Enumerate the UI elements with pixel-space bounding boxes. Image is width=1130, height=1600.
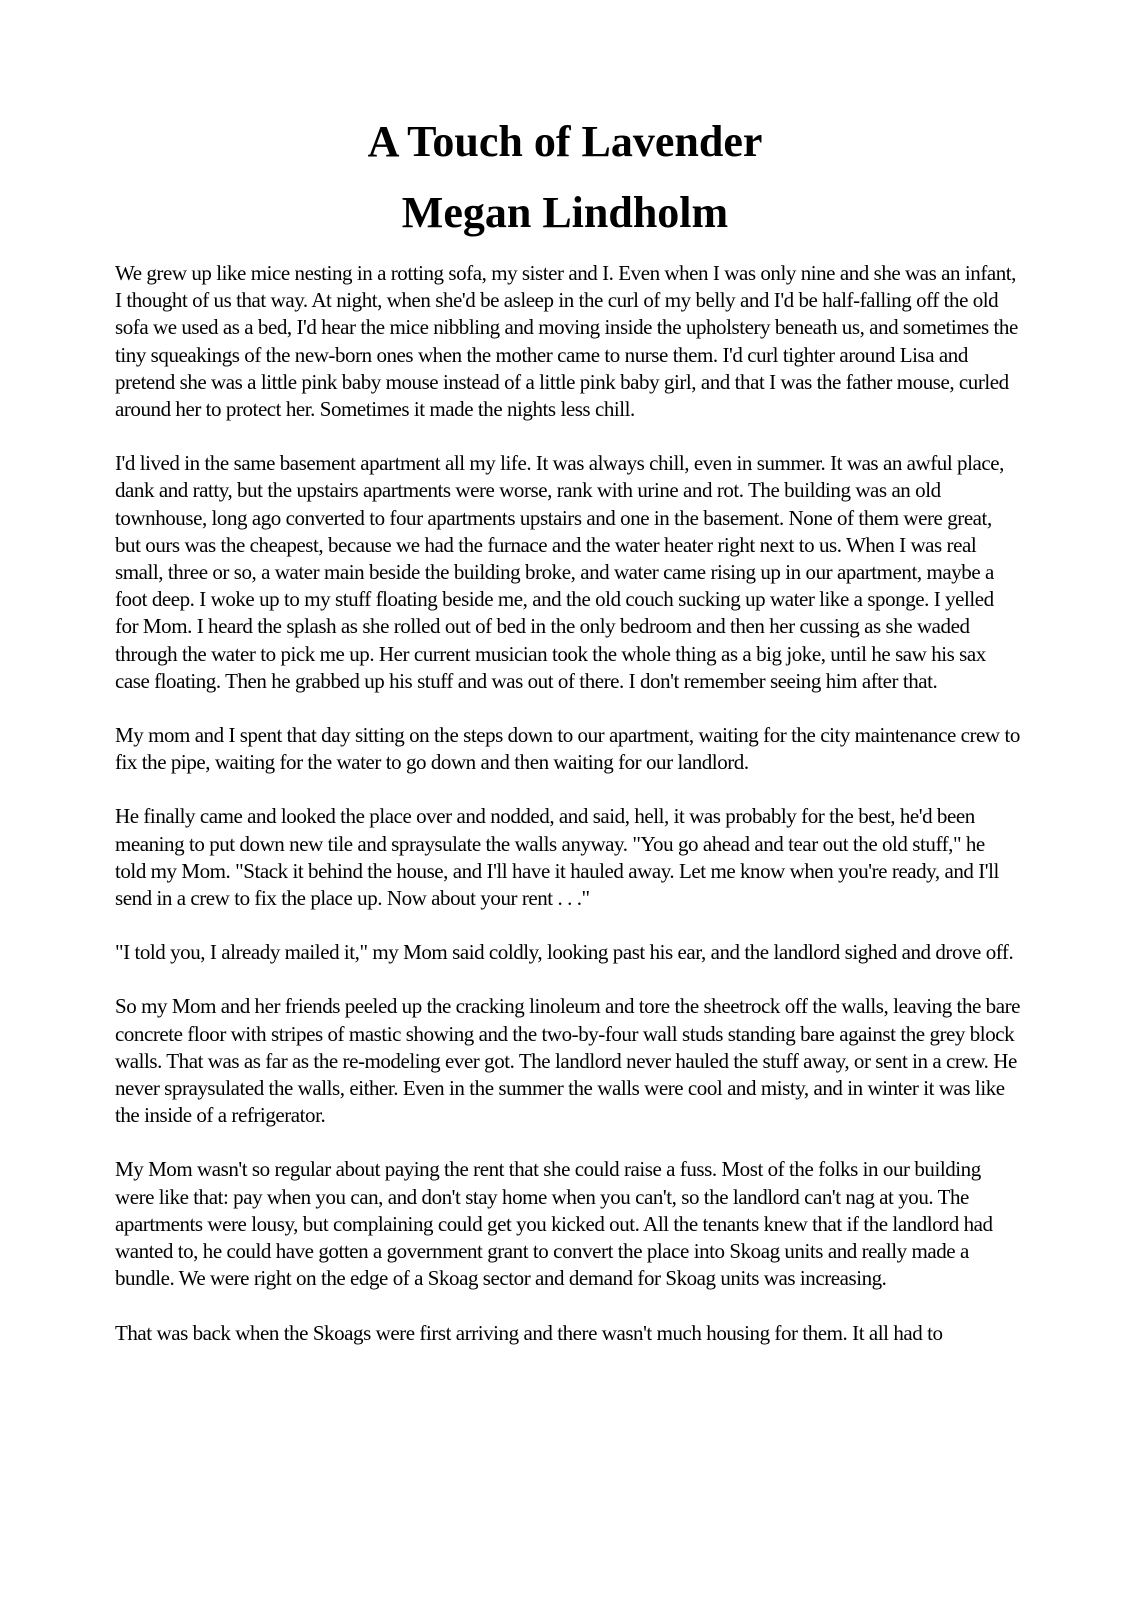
paragraph-7: My Mom wasn't so regular about paying the rent that she could raise a fuss. Most of the folks in our building were like that: pay when you can, and don't stay home when you can't, so the landlord can't nag at you. The apartments were lousy, but complaining could get you kicked out. All the tenants knew that if the landlord had wanted to, he could have gotten a government grant to convert the place into Skoag units and really made a bundle. We were right on the edge of a Skoag sector and demand for Skoag units was increasing. xyxy=(115,1157,993,1291)
paragraph-5: "I told you, I already mailed it," my Mom said coldly, looking past his ear, and the landlord sighed and drove off. xyxy=(115,940,1014,965)
paragraph-1: We grew up like mice nesting in a rotting sofa, my sister and I. Even when I was only nine and she was an infant, I thought of us that way. At night, when she'd be asleep in the curl of my belly and I'd be half-falling off the old sofa we used as a bed, I'd hear the mice nibbling and moving inside the upholstery beneath us, and sometimes the tiny squeakings of the new-born ones when the mother came to nurse them. I'd curl tighter around Lisa and pretend she was a little pink baby mouse instead of a little pink baby girl, and that I was the father mouse, curled around her to protect her. Sometimes it made the nights less chill. xyxy=(115,261,1018,422)
paragraph-2: I'd lived in the same basement apartment all my life. It was always chill, even in summer. It was an awful place, dank and ratty, but the upstairs apartments were worse, rank with urine and rot. The building was an old townhouse, long ago converted to four apartments upstairs and one in the basement. None of them were great, but ours was the cheapest, because we had the furnace and the water heater right next to us. When I was real small, three or so, a water main beside the building broke, and water came rising up in our apartment, maybe a foot deep. I woke up to my stuff floating beside me, and the old couch sucking up water like a sponge. I yelled for Mom. I heard the splash as she rolled out of bed in the only bedroom and then her cussing as she waded through the water to pick me up. Her current musician took the whole thing as a big joke, until he saw his sax case floating. Then he grabbed up his stuff and was out of there. I don't remember seeing him after that. xyxy=(115,451,1004,693)
paragraph-4: He finally came and looked the place over and nodded, and said, hell, it was probably for the best, he'd been meaning to put down new tile and spraysulate the walls anyway. "You go ahead and tear out the old stuff," he told my Mom. "Stack it behind the house, and I'll have it hauled away. Let me know when you're ready, and I'll send in a crew to fix the place up. Now about your rent . . ." xyxy=(115,804,999,911)
story-title: A Touch of Lavender xyxy=(367,117,763,166)
paragraph-3: My mom and I spent that day sitting on the steps down to our apartment, waiting for the city maintenance crew to fix the pipe, waiting for the water to go down and then waiting for our landlord. xyxy=(115,723,1020,775)
story-author: Megan Lindholm xyxy=(401,188,729,237)
story-body xyxy=(115,260,1020,1374)
paragraph-6: So my Mom and her friends peeled up the cracking linoleum and tore the sheetrock off the walls, leaving the bare concrete floor with stripes of mastic showing and the two-by-four wall studs standing bare against the grey block walls. That was as far as the re-modeling ever got. The landlord never hauled the stuff away, or sent in a crew. He never spraysulated the walls, either. Even in the summer the walls were cool and misty, and in winter it was like the inside of a refrigerator. xyxy=(115,994,1020,1128)
paragraph-8: That was back when the Skoags were first arriving and there wasn't much housing for them. It all had to xyxy=(115,1320,943,1345)
